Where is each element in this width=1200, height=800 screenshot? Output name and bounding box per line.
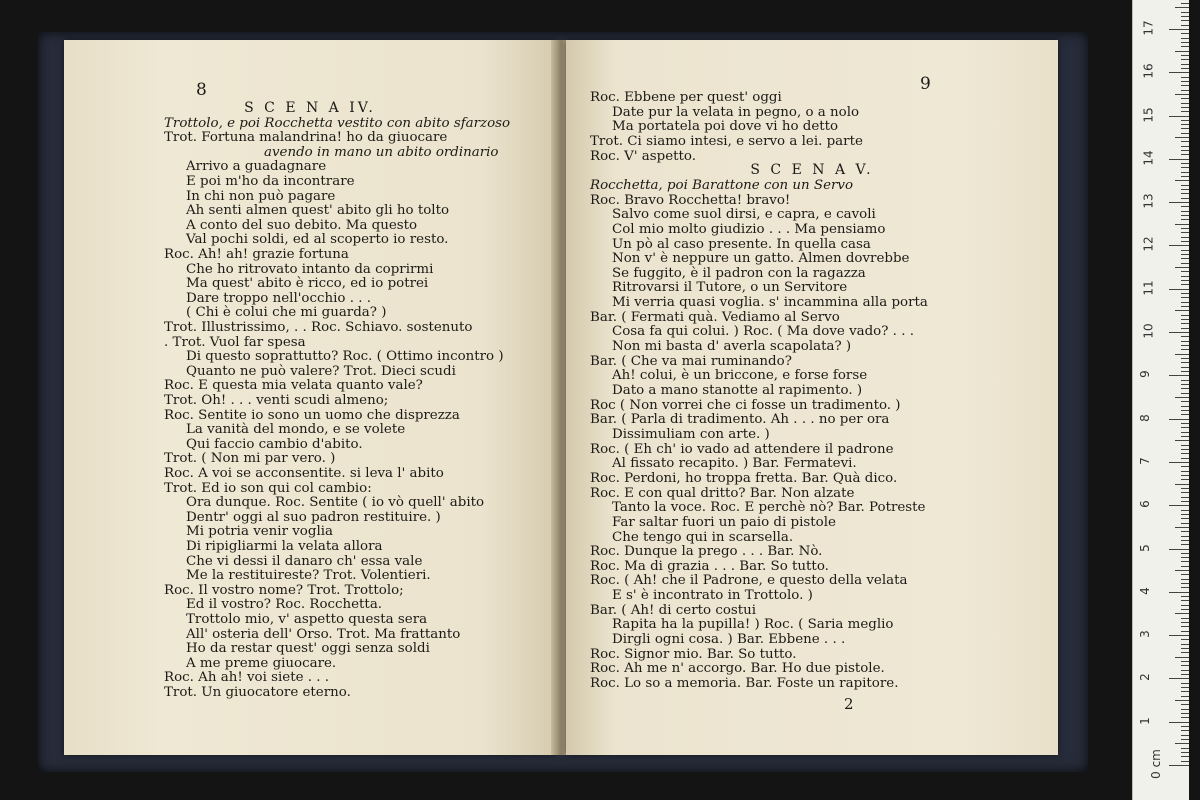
ruler-label: 2: [1137, 673, 1152, 682]
ruler-tick: [1181, 232, 1189, 233]
ruler-tick: [1175, 224, 1189, 225]
ruler-tick: [1181, 696, 1189, 697]
ruler-tick: [1181, 574, 1189, 575]
ruler-tick: [1169, 549, 1189, 550]
right-page-number: 9: [920, 74, 931, 94]
ruler-tick: [1181, 579, 1189, 580]
ruler-tick: [1181, 120, 1189, 121]
right_page-line: Mi verria quasi voglia. s' incammina alla porta: [612, 295, 928, 311]
ruler-tick: [1181, 276, 1189, 277]
ruler-tick: [1181, 713, 1189, 714]
right_page-line: Roc. Signor mio. Bar. So tutto.: [590, 646, 797, 662]
ruler-tick: [1181, 406, 1189, 407]
right_page-line: Dato a mano stanotte al rapimento. ): [612, 383, 863, 398]
ruler-tick: [1181, 475, 1189, 476]
ruler-tick: [1181, 626, 1189, 627]
right_page-line: Roc. Lo so a memoria. Bar. Foste un rapitore.: [590, 676, 899, 691]
right_page-line: Un pò al caso presente. In quella casa: [612, 236, 871, 252]
right_page-line: Dirgli ogni cosa. ) Bar. Ebbene . . .: [612, 632, 846, 648]
ruler-tick: [1181, 466, 1189, 467]
signature-mark: 2: [844, 695, 854, 713]
ruler-tick: [1181, 665, 1189, 666]
ruler-tick: [1181, 497, 1189, 498]
left_page-line: Trottolo, e poi Rocchetta vestito con abito sfarzoso: [164, 115, 511, 131]
ruler-tick: [1181, 319, 1189, 320]
ruler-tick: [1181, 64, 1189, 65]
ruler-tick: [1181, 193, 1189, 194]
ruler-tick: [1181, 670, 1189, 671]
ruler-tick: [1181, 531, 1189, 532]
ruler-tick: [1181, 501, 1189, 502]
ruler-tick: [1175, 743, 1189, 744]
ruler-tick: [1181, 687, 1189, 688]
ruler-tick: [1181, 726, 1189, 727]
left_page-line: Quanto ne può valere? Trot. Dieci scudi: [186, 363, 456, 379]
ruler-tick: [1181, 42, 1189, 43]
ruler-tick: [1181, 583, 1189, 584]
ruler-label: 17: [1141, 20, 1156, 36]
ruler-tick: [1181, 748, 1189, 749]
ruler-tick: [1181, 380, 1189, 381]
right_page-line: Roc. Ma di grazia . . . Bar. So tutto.: [590, 558, 829, 574]
ruler-tick: [1181, 358, 1189, 359]
ruler-tick: [1169, 462, 1189, 463]
left_page-line: Trot. Fortuna malandrina! ho da giuocare: [164, 130, 448, 146]
ruler-tick: [1181, 449, 1189, 450]
ruler-tick: [1181, 111, 1189, 112]
right_page-line: E s' è incontrato in Trottolo. ): [612, 588, 813, 604]
left_page-line: Trot. ( Non mi par vero. ): [164, 451, 336, 467]
ruler-label: 14: [1141, 150, 1156, 166]
ruler-tick: [1181, 258, 1189, 259]
ruler-tick: [1181, 215, 1189, 216]
ruler-tick: [1181, 427, 1189, 428]
ruler-tick: [1181, 518, 1189, 519]
left_page-line: Trot. Oh! . . . venti scudi almeno;: [164, 393, 389, 408]
right_page-line: Bar. ( Parla di tradimento. Ah . . . no per ora: [590, 412, 890, 428]
ruler-tick: [1181, 107, 1189, 108]
left_page-line: Di ripigliarmi la velata allora: [186, 539, 383, 554]
ruler-label: 6: [1137, 500, 1152, 509]
right_page-line: Roc. Bravo Rocchetta! bravo!: [590, 192, 791, 208]
ruler-tick: [1181, 302, 1189, 303]
right_page-line: Roc. V' aspetto.: [590, 148, 696, 164]
ruler-tick: [1181, 306, 1189, 307]
right_page-line: Trot. Ci siamo intesi, e servo a lei. parte: [590, 133, 863, 149]
ruler-tick: [1181, 730, 1189, 731]
ruler-tick: [1181, 336, 1189, 337]
ruler-tick: [1181, 103, 1189, 104]
ruler-tick: [1181, 172, 1189, 173]
left_page-line: . Trot. Vuol far spesa: [164, 334, 306, 350]
ruler-tick: [1175, 51, 1189, 52]
ruler-label: 3: [1137, 630, 1152, 638]
left_page-line: All' osteria dell' Orso. Trot. Ma frattanto: [186, 626, 461, 642]
ruler-tick: [1181, 189, 1189, 190]
ruler-tick: [1181, 124, 1189, 125]
ruler-tick: [1181, 154, 1189, 155]
ruler-tick: [1181, 211, 1189, 212]
left_page-line: S C E N A IV.: [244, 100, 376, 116]
ruler-tick: [1181, 90, 1189, 91]
ruler-tick: [1181, 752, 1189, 753]
ruler-tick: [1169, 202, 1189, 203]
left-page: [64, 40, 556, 755]
ruler-tick: [1181, 388, 1189, 389]
ruler-tick: [1181, 479, 1189, 480]
ruler-tick: [1181, 704, 1189, 705]
ruler-tick: [1181, 55, 1189, 56]
left_page-line: Trot. Ed io son qui col cambio:: [164, 480, 372, 496]
ruler-tick: [1169, 289, 1189, 290]
ruler-tick: [1175, 700, 1189, 701]
ruler-tick: [1175, 527, 1189, 528]
ruler-tick: [1169, 765, 1189, 766]
right_page-line: Ritrovarsi il Tutore, o un Servitore: [612, 280, 848, 296]
ruler-tick: [1175, 137, 1189, 138]
ruler-tick: [1181, 198, 1189, 199]
ruler-tick: [1181, 652, 1189, 653]
ruler-label: 12: [1141, 236, 1156, 253]
ruler-tick: [1181, 458, 1189, 459]
left_page-line: E poi m'ho da incontrare: [186, 174, 355, 189]
left_page-line: Trot. Un giuocatore eterno.: [164, 685, 351, 700]
left_page-line: Trot. Illustrissimo, . . Roc. Schiavo. sostenuto: [164, 320, 473, 335]
ruler-tick: [1181, 167, 1189, 168]
left_page-line: Roc. Ah ah! voi siete . . .: [164, 670, 330, 686]
ruler-tick: [1181, 557, 1189, 558]
right_page-line: Non mi basta d' averla scapolata? ): [612, 339, 852, 355]
ruler-tick: [1181, 263, 1189, 264]
right_page-line: Bar. ( Che va mai ruminando?: [590, 353, 792, 369]
ruler-tick: [1181, 315, 1189, 316]
ruler-tick: [1181, 674, 1189, 675]
ruler-tick: [1169, 116, 1189, 117]
right_page-line: Col mio molto giudizio . . . Ma pensiamo: [612, 221, 886, 237]
ruler-tick: [1181, 237, 1189, 238]
ruler-tick: [1175, 310, 1189, 311]
left_page-line: Roc. E questa mia velata quanto vale?: [164, 378, 423, 394]
left_page-line: Roc. Ah! ah! grazie fortuna: [164, 247, 349, 262]
ruler-tick: [1181, 436, 1189, 437]
ruler-tick: [1181, 648, 1189, 649]
ruler-tick: [1181, 445, 1189, 446]
left_page-line: Che vi dessi il danaro ch' essa vale: [186, 553, 423, 569]
ruler-tick: [1175, 657, 1189, 658]
ruler-label: 7: [1137, 457, 1152, 465]
left_page-line: Me la restituireste? Trot. Volentieri.: [186, 568, 431, 584]
ruler-tick: [1181, 241, 1189, 242]
ruler-tick: [1175, 440, 1189, 441]
ruler-label: 1: [1137, 716, 1152, 725]
right_page-line: Date pur la velata in pegno, o a nolo: [612, 104, 860, 120]
ruler-tick: [1181, 453, 1189, 454]
ruler-label: 5: [1137, 543, 1152, 552]
ruler-tick: [1181, 561, 1189, 562]
ruler-tick: [1181, 536, 1189, 537]
ruler-tick: [1181, 362, 1189, 363]
ruler-tick: [1169, 245, 1189, 246]
right_page-line: Tanto la voce. Roc. E perchè nò? Bar. Potreste: [612, 500, 926, 516]
ruler-tick: [1181, 540, 1189, 541]
ruler-tick: [1169, 72, 1189, 73]
left_page-line: Dare troppo nell'occhio . . .: [186, 290, 371, 306]
ruler-tick: [1181, 631, 1189, 632]
ruler-tick: [1181, 85, 1189, 86]
left_page-line: Roc. Il vostro nome? Trot. Trottolo;: [164, 582, 404, 598]
ruler-tick: [1181, 691, 1189, 692]
ruler-tick: [1181, 423, 1189, 424]
ruler-tick: [1181, 206, 1189, 207]
ruler-tick: [1181, 587, 1189, 588]
right_page-line: Roc. Ah me n' accorgo. Bar. Ho due pistole.: [590, 661, 885, 677]
ruler-tick: [1181, 367, 1189, 368]
left-page-text: [64, 40, 556, 755]
right_page-line: Roc ( Non vorrei che ci fosse un tradimento. ): [590, 397, 901, 413]
ruler-label: 8: [1137, 413, 1152, 422]
ruler-label: 13: [1141, 193, 1156, 209]
ruler-tick: [1169, 375, 1189, 376]
right_page-line: Che tengo qui in scarsella.: [612, 529, 794, 545]
ruler-tick: [1175, 267, 1189, 268]
measuring-ruler: [1132, 0, 1189, 800]
ruler-tick: [1181, 250, 1189, 251]
right_page-line: Ma portatela poi dove vi ho detto: [612, 119, 839, 135]
ruler-tick: [1181, 341, 1189, 342]
ruler-tick: [1175, 354, 1189, 355]
ruler-tick: [1181, 146, 1189, 147]
right_page-line: Ah! colui, è un briccone, e forse forse: [612, 368, 868, 384]
ruler-tick: [1181, 128, 1189, 129]
left_page-line: A me preme giuocare.: [186, 655, 337, 671]
left_page-line: Roc. A voi se acconsentite. si leva l' abito: [164, 466, 444, 481]
ruler-tick: [1175, 180, 1189, 181]
left_page-line: Ho da restar quest' oggi senza soldi: [186, 641, 430, 657]
left_page-line: Di questo soprattutto? Roc. ( Ottimo incontro ): [186, 349, 504, 365]
left_page-line: Val pochi soldi, ed al scoperto io resto.: [186, 232, 449, 248]
ruler-tick: [1181, 293, 1189, 294]
ruler-tick: [1181, 717, 1189, 718]
ruler-tick: [1181, 345, 1189, 346]
ruler-tick: [1181, 141, 1189, 142]
ruler-tick: [1181, 683, 1189, 684]
ruler-tick: [1181, 254, 1189, 255]
ruler-tick: [1175, 613, 1189, 614]
ruler-tick: [1181, 20, 1189, 21]
ruler-tick: [1181, 328, 1189, 329]
ruler-tick: [1181, 488, 1189, 489]
right_page-line: Rocchetta, poi Barattone con un Servo: [590, 177, 854, 193]
ruler-tick: [1181, 600, 1189, 601]
ruler-tick: [1181, 393, 1189, 394]
ruler-tick: [1181, 553, 1189, 554]
right_page-line: Al fissato recapito. ) Bar. Fermatevi.: [612, 456, 857, 472]
right_page-line: Roc. ( Ah! che il Padrone, e questo della velata: [590, 573, 908, 589]
ruler-tick: [1181, 38, 1189, 39]
ruler-tick: [1181, 756, 1189, 757]
ruler-label: 4: [1137, 586, 1152, 595]
ruler-tick: [1181, 739, 1189, 740]
ruler-tick: [1181, 219, 1189, 220]
left_page-line: In chi non può pagare: [186, 188, 336, 204]
ruler-tick: [1181, 25, 1189, 26]
ruler-tick: [1181, 492, 1189, 493]
ruler-tick: [1181, 16, 1189, 17]
right_page-line: Cosa fa qui colui. ) Roc. ( Ma dove vado? . . .: [612, 324, 914, 340]
ruler-tick: [1181, 639, 1189, 640]
left_page-line: Roc. Sentite io sono un uomo che disprezza: [164, 407, 460, 423]
ruler-label: 15: [1141, 106, 1156, 123]
ruler-tick: [1181, 280, 1189, 281]
ruler-tick: [1181, 77, 1189, 78]
right_page-line: Roc. ( Eh ch' io vado ad attendere il padrone: [590, 441, 894, 457]
right_page-line: Roc. Ebbene per quest' oggi: [590, 90, 782, 105]
right-page: [566, 40, 1058, 755]
ruler-tick: [1181, 544, 1189, 545]
ruler-tick: [1181, 514, 1189, 515]
left_page-line: Ah senti almen quest' abito gli ho tolto: [186, 203, 450, 219]
ruler-tick: [1181, 510, 1189, 511]
left_page-line: Ora dunque. Roc. Sentite ( io vò quell' abito: [186, 495, 485, 511]
ruler-label: 11: [1141, 280, 1156, 296]
left_page-line: Arrivo a guadagnare: [186, 159, 327, 175]
ruler-tick: [1181, 384, 1189, 385]
ruler-tick: [1169, 592, 1189, 593]
ruler-tick: [1175, 570, 1189, 571]
ruler-tick: [1169, 505, 1189, 506]
ruler-tick: [1181, 150, 1189, 151]
ruler-tick: [1181, 46, 1189, 47]
left_page-line: Mi potria venir voglia: [186, 524, 333, 540]
ruler-tick: [1175, 484, 1189, 485]
right_page-line: Roc. Dunque la prego . . . Bar. Nò.: [590, 544, 823, 560]
left_page-line: Qui faccio cambio d'abito.: [186, 436, 363, 452]
ruler-tick: [1181, 33, 1189, 34]
left_page-line: Trottolo mio, v' aspetto questa sera: [186, 612, 428, 627]
ruler-tick: [1181, 432, 1189, 433]
ruler-label: 0 cm: [1148, 749, 1163, 779]
right_page-line: Non v' è neppure un gatto. Almen dovrebbe: [612, 251, 910, 267]
ruler-tick: [1181, 185, 1189, 186]
left_page-line: Ed il vostro? Roc. Rocchetta.: [186, 597, 383, 613]
ruler-tick: [1181, 133, 1189, 134]
ruler-tick: [1181, 297, 1189, 298]
left_page-line: avendo in mano un abito ordinario: [264, 144, 499, 160]
ruler-tick: [1181, 59, 1189, 60]
ruler-label: 9: [1137, 370, 1152, 379]
ruler-tick: [1181, 228, 1189, 229]
ruler-tick: [1181, 284, 1189, 285]
right_page-line: Roc. E con qual dritto? Bar. Non alzate: [590, 485, 855, 501]
ruler-tick: [1181, 323, 1189, 324]
ruler-tick: [1181, 622, 1189, 623]
ruler-tick: [1181, 12, 1189, 13]
ruler-tick: [1175, 94, 1189, 95]
ruler-tick: [1181, 410, 1189, 411]
ruler-tick: [1169, 29, 1189, 30]
right_page-line: Rapita ha la pupilla! ) Roc. ( Saria meglio: [612, 617, 894, 633]
ruler-tick: [1181, 68, 1189, 69]
right_page-line: Bar. ( Ah! di certo costui: [590, 602, 757, 618]
ruler-tick: [1169, 159, 1189, 160]
ruler-tick: [1181, 401, 1189, 402]
left_page-line: Che ho ritrovato intanto da coprirmi: [186, 261, 434, 277]
ruler-tick: [1169, 419, 1189, 420]
ruler-tick: [1181, 644, 1189, 645]
left_page-line: A conto del suo debito. Ma questo: [186, 217, 418, 233]
ruler-tick: [1175, 7, 1189, 8]
ruler-tick: [1181, 661, 1189, 662]
ruler-tick: [1181, 618, 1189, 619]
left_page-line: ( Chi è colui che mi guarda? ): [186, 305, 387, 321]
ruler-tick: [1181, 414, 1189, 415]
ruler-label: 10: [1141, 323, 1156, 339]
left_page-line: La vanità del mondo, e se volete: [186, 422, 406, 438]
ruler-tick: [1181, 709, 1189, 710]
ruler-tick: [1181, 609, 1189, 610]
ruler-tick: [1181, 523, 1189, 524]
left-page-number: 8: [196, 80, 207, 100]
right_page-line: Se fuggito, è il padron con la ragazza: [612, 265, 866, 281]
ruler-tick: [1181, 349, 1189, 350]
ruler-tick: [1181, 566, 1189, 567]
ruler-tick: [1175, 397, 1189, 398]
ruler-tick: [1181, 471, 1189, 472]
ruler-tick: [1181, 3, 1189, 4]
ruler-label: 16: [1141, 63, 1156, 79]
left_page-line: Dentr' oggi al suo padron restituire. ): [186, 509, 441, 525]
ruler-tick: [1181, 98, 1189, 99]
ruler-tick: [1181, 761, 1189, 762]
ruler-tick: [1169, 678, 1189, 679]
right_page-line: Dissimuliam con arte. ): [612, 426, 770, 442]
right_page-line: Salvo come suol dirsi, e capra, e cavoli: [612, 207, 876, 223]
ruler-tick: [1169, 722, 1189, 723]
right_page-line: Bar. ( Fermati quà. Vediamo al Servo: [590, 309, 840, 325]
ruler-tick: [1181, 371, 1189, 372]
ruler-tick: [1181, 271, 1189, 272]
right_page-line: Roc. Perdoni, ho troppa fretta. Bar. Quà dico.: [590, 470, 898, 486]
ruler-tick: [1181, 176, 1189, 177]
right_page-line: S C E N A V.: [750, 162, 874, 179]
left_page-line: Ma quest' abito è ricco, ed io potrei: [186, 276, 429, 292]
ruler-tick: [1181, 735, 1189, 736]
ruler-tick: [1169, 332, 1189, 333]
right_page-line: Far saltar fuori un paio di pistole: [612, 514, 836, 530]
ruler-tick: [1169, 635, 1189, 636]
right-page-text: [566, 40, 1058, 755]
ruler-tick: [1181, 596, 1189, 597]
ruler-tick: [1181, 163, 1189, 164]
ruler-tick: [1181, 81, 1189, 82]
ruler-tick: [1181, 605, 1189, 606]
